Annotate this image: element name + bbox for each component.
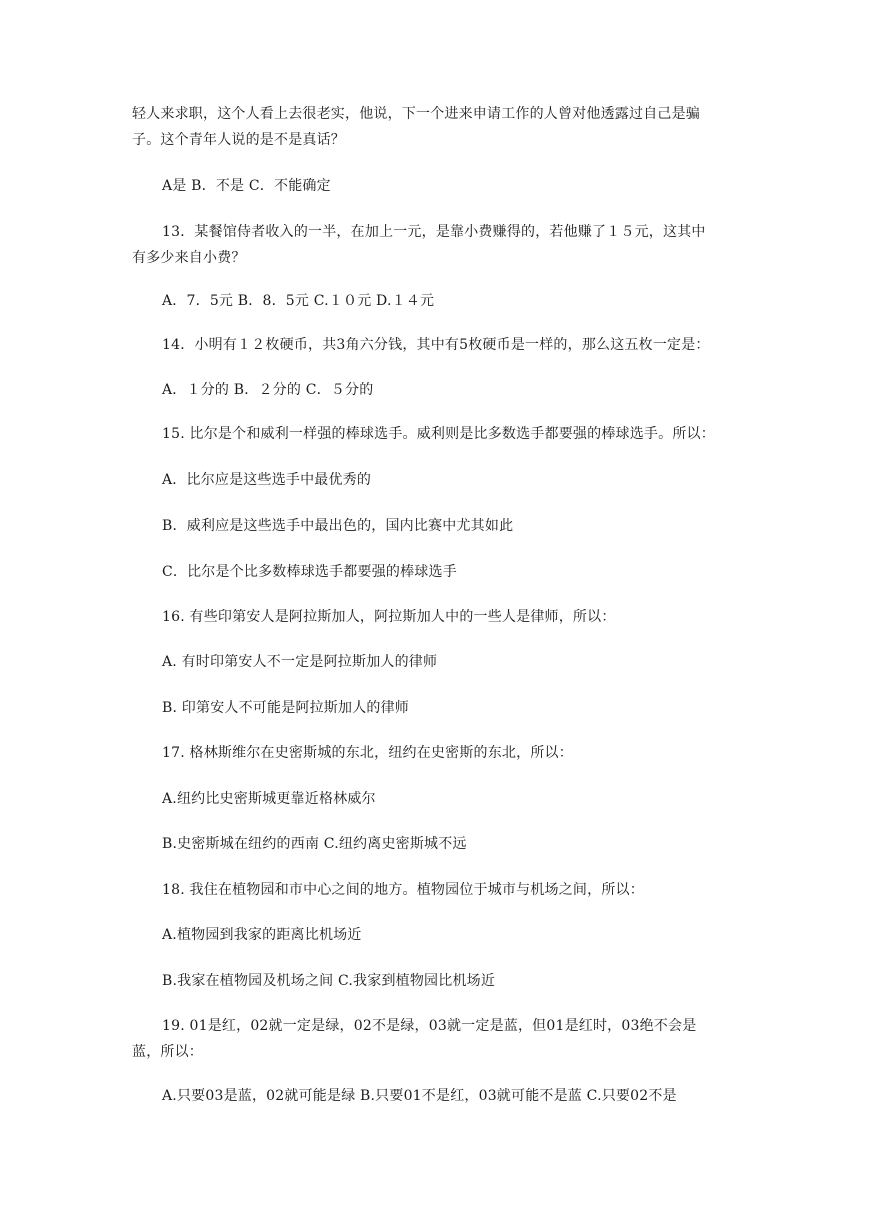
text-line: 17. 格林斯维尔在史密斯城的东北，纽约在史密斯的东北，所以： bbox=[162, 745, 573, 761]
text-line: A是 B．不是 C．不能确定 bbox=[162, 178, 331, 194]
text-line: 子。这个青年人说的是不是真话？ bbox=[132, 132, 345, 148]
text-line: A.只要03是蓝，02就可能是绿 B.只要01不是红，03就可能不是蓝 C.只要02不是 bbox=[162, 1088, 677, 1104]
text-line: B.我家在植物园及机场之间 C.我家到植物园比机场近 bbox=[162, 973, 496, 989]
text-line: 轻人来求职，这个人看上去很老实，他说，下一个进来申请工作的人曾对他透露过自己是骗 bbox=[132, 106, 700, 122]
text-line: B.史密斯城在纽约的西南 C.纽约离史密斯城不远 bbox=[162, 836, 467, 852]
text-line: C．比尔是个比多数棒球选手都要强的棒球选手 bbox=[162, 564, 457, 580]
text-line: A．１分的 B．２分的 C．５分的 bbox=[162, 382, 374, 398]
text-line: A．7．5元 B．8．5元 C.１０元 D.１４元 bbox=[162, 293, 435, 309]
text-line: 15. 比尔是个和威利一样强的棒球选手。威利则是比多数选手都要强的棒球选手。所以： bbox=[162, 426, 715, 442]
text-line: 18. 我住在植物园和市中心之间的地方。植物园位于城市与机场之间，所以： bbox=[162, 882, 644, 898]
text-line: 蓝，所以： bbox=[132, 1044, 203, 1060]
text-line: B. 印第安人不可能是阿拉斯加人的律师 bbox=[162, 700, 409, 716]
text-line: A.纽约比史密斯城更靠近格林威尔 bbox=[162, 791, 376, 807]
text-line: 14．小明有１２枚硬币，共3角六分钱，其中有5枚硬币是一样的，那么这五枚一定是： bbox=[162, 337, 710, 353]
text-line: 16. 有些印第安人是阿拉斯加人，阿拉斯加人中的一些人是律师，所以： bbox=[162, 609, 616, 625]
text-line: A．比尔应是这些选手中最优秀的 bbox=[162, 472, 372, 488]
text-line: 13．某餐馆侍者收入的一半，在加上一元，是靠小费赚得的，若他赚了１５元，这其中 bbox=[162, 224, 706, 240]
text-line: 19. 01是红，02就一定是绿，02不是绿，03就一定是蓝，但01是红时，03绝不会是 bbox=[162, 1018, 697, 1034]
text-line: A. 有时印第安人不一定是阿拉斯加人的律师 bbox=[162, 654, 438, 670]
text-line: A.植物园到我家的距离比机场近 bbox=[162, 927, 362, 943]
text-line: B．威利应是这些选手中最出色的，国内比赛中尤其如此 bbox=[162, 518, 514, 534]
text-line: 有多少来自小费？ bbox=[132, 250, 246, 266]
